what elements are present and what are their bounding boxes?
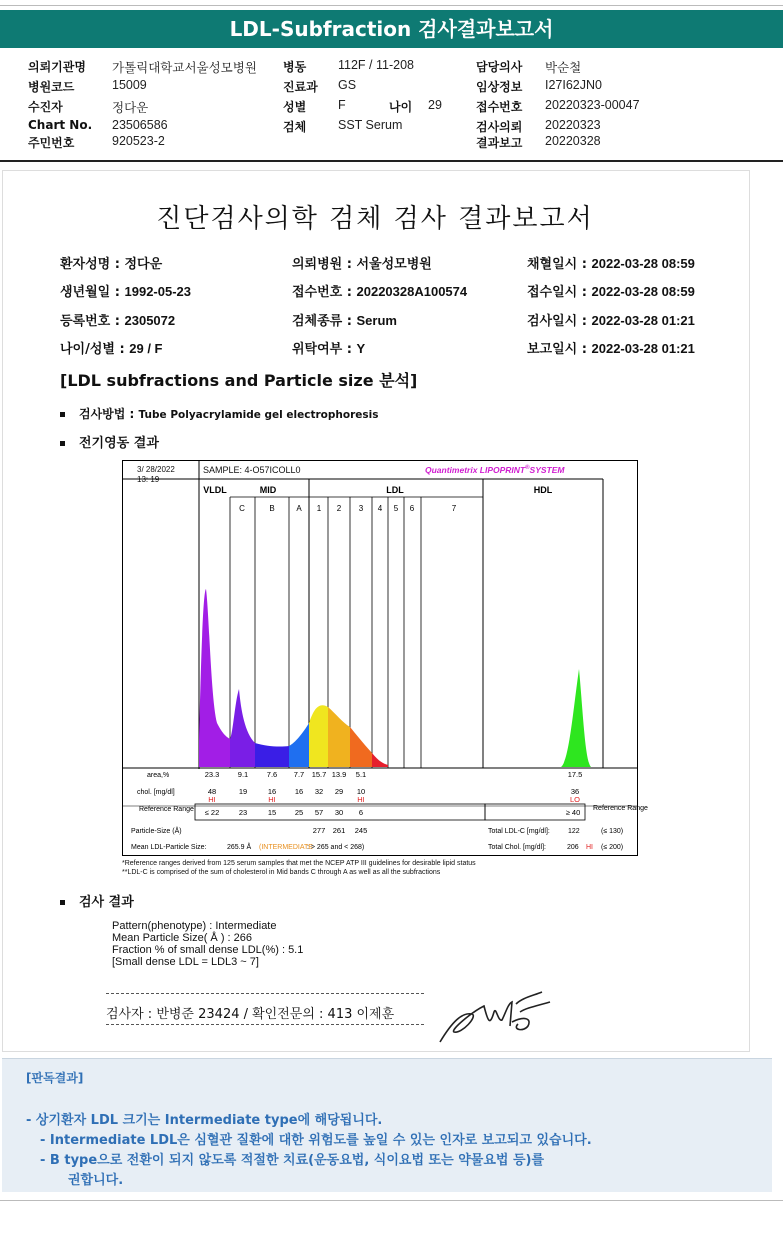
row-label-size: Particle-Size (Å) bbox=[131, 828, 182, 835]
report-field-label: 접수번호 bbox=[292, 285, 343, 300]
ref-value: 30 bbox=[334, 808, 344, 817]
flag-value: HI bbox=[208, 795, 216, 804]
chol-value: 29 bbox=[334, 787, 344, 796]
header-key: 수진자 bbox=[28, 100, 63, 114]
report-field-label: 위탁여부 bbox=[292, 342, 343, 357]
method-line bbox=[60, 405, 379, 422]
ref-value-hdl: ≥ 40 bbox=[565, 808, 581, 817]
peak-mid-a bbox=[289, 723, 309, 767]
header-value: 112F / 11-208 bbox=[338, 58, 414, 72]
group-label: LDL bbox=[386, 485, 404, 495]
peak-mid-c bbox=[230, 689, 255, 767]
group-label: HDL bbox=[533, 485, 553, 495]
report-field: 검체종류 : Serum bbox=[292, 313, 397, 329]
band-label: 2 bbox=[336, 504, 342, 513]
band-label: 3 bbox=[358, 504, 364, 513]
report-field-value: 2022-03-28 08:59 bbox=[591, 284, 695, 299]
report-field-label: 채혈일시 bbox=[527, 257, 578, 272]
report-field-label: 환자성명 bbox=[60, 257, 111, 272]
method-value: Tube Polyacrylamide gel electrophoresis bbox=[138, 409, 379, 421]
header-value: SST Serum bbox=[338, 118, 403, 132]
divider bbox=[106, 993, 424, 994]
peak-ldl3 bbox=[350, 727, 372, 767]
chol-value: 19 bbox=[238, 787, 248, 796]
ref-value: 25 bbox=[294, 808, 304, 817]
ref-value: 15 bbox=[267, 808, 277, 817]
report-field-value: 정다운 bbox=[124, 256, 163, 271]
header-value: 20220323 bbox=[545, 118, 601, 132]
note-line: *Reference ranges derived from 125 serum samples that met the NCEP ATP III guidelines for desirable lipid status bbox=[122, 860, 476, 867]
row-label-chol: chol. [mg/dl] bbox=[137, 789, 175, 796]
report-title: 진단검사의학 검체 검사 결과보고서 bbox=[156, 204, 594, 234]
bottom-rule bbox=[0, 1200, 783, 1201]
report-field-value: Serum bbox=[356, 313, 397, 328]
header-value: 920523-2 bbox=[112, 134, 165, 148]
mean-class: (INTERMEDIATE bbox=[259, 844, 313, 851]
peak-vldl bbox=[199, 589, 230, 767]
chol-value: 10 bbox=[356, 787, 366, 796]
report-field: 위탁여부 : Y bbox=[292, 341, 366, 357]
area-value: 13.9 bbox=[331, 770, 347, 779]
header-key: 담당의사 bbox=[476, 60, 523, 74]
header-key: 접수번호 bbox=[476, 100, 523, 114]
band-label: 1 bbox=[316, 504, 322, 513]
band-label: 5 bbox=[393, 504, 399, 513]
report-field: 접수번호 : 20220328A100574 bbox=[292, 284, 468, 300]
method-label: 검사방법 : bbox=[79, 407, 135, 421]
header-value: 15009 bbox=[112, 78, 147, 92]
area-value: 7.6 bbox=[266, 770, 278, 779]
report-field-label: 보고일시 bbox=[527, 342, 578, 357]
header-key: Chart No. bbox=[28, 118, 93, 132]
group-label: VLDL bbox=[203, 485, 227, 495]
report-banner: LDL-Subfraction 검사결과보고서 bbox=[0, 10, 783, 48]
chol-value: 16 bbox=[267, 787, 277, 796]
flag-value-hdl: LO bbox=[569, 795, 581, 804]
mean-size-value: 265.9 Å bbox=[227, 844, 252, 851]
header-key: 결과보고 bbox=[476, 136, 523, 150]
interpretation-panel bbox=[2, 1058, 772, 1192]
handwritten-signature bbox=[432, 982, 562, 1052]
band-label: 7 bbox=[451, 504, 457, 513]
header-value: 20220328 bbox=[545, 134, 601, 148]
area-value: 23.3 bbox=[204, 770, 220, 779]
peak-ldl2 bbox=[328, 707, 350, 767]
report-field: 나이/성별 : 29 / F bbox=[60, 341, 163, 357]
header-value: 29 bbox=[428, 98, 442, 112]
band-label: A bbox=[296, 504, 302, 513]
result-line: Fraction % of small dense LDL(%) : 5.1 bbox=[112, 944, 304, 956]
chol-value: 48 bbox=[207, 787, 217, 796]
report-field: 검사일시 : 2022-03-28 01:21 bbox=[527, 313, 695, 329]
header-value: 박순철 bbox=[545, 61, 582, 75]
total-chol-ref: (≤ 200) bbox=[601, 844, 624, 851]
header-key: 병원코드 bbox=[28, 80, 75, 94]
report-field-value: 1992-05-23 bbox=[124, 284, 191, 299]
report-field: 생년월일 : 1992-05-23 bbox=[60, 284, 191, 300]
header-value: F bbox=[338, 98, 346, 112]
header-value: 가톨릭대학교서울성모병원 bbox=[112, 61, 257, 75]
peak-mid-b bbox=[255, 743, 289, 767]
chart-brand: Quantimetrix LIPOPRINT®SYSTEM bbox=[425, 465, 565, 475]
report-field: 환자성명 : 정다운 bbox=[60, 256, 163, 272]
interpretation-line: - B type으로 전환이 되지 않도록 적절한 치료(운동요법, 식이요법 또는 약물요법 등)를 bbox=[40, 1153, 545, 1168]
report-field-value: 2022-03-28 01:21 bbox=[591, 313, 695, 328]
ref-value: 23 bbox=[238, 808, 248, 817]
report-field: 등록번호 : 2305072 bbox=[60, 313, 176, 329]
result-line: Mean Particle Size( Å ) : 266 bbox=[112, 932, 253, 944]
report-field: 채혈일시 : 2022-03-28 08:59 bbox=[527, 256, 695, 272]
header-key: 의뢰기관명 bbox=[28, 60, 86, 74]
area-value-hdl: 17.5 bbox=[567, 770, 583, 779]
flag-value: HI bbox=[268, 795, 276, 804]
report-field-value: 2022-03-28 01:21 bbox=[591, 341, 695, 356]
report-field: 의뢰병원 : 서울성모병원 bbox=[292, 256, 432, 272]
results-block bbox=[112, 920, 303, 968]
report-field-label: 생년월일 bbox=[60, 285, 111, 300]
report-field-label: 의뢰병원 bbox=[292, 257, 343, 272]
chart-sample: SAMPLE: 4-O57ICOLL0 bbox=[203, 465, 301, 475]
note-line: **LDL-C is comprised of the sum of cholesterol in Mid bands C through A as well as all the subfractions bbox=[122, 869, 441, 876]
lipoprint-chart bbox=[122, 460, 648, 856]
ref-label-right: Reference Range bbox=[593, 805, 648, 812]
section-title: [LDL subfractions and Particle size 분석] bbox=[60, 371, 418, 390]
ref-value: ≤ 22 bbox=[204, 808, 220, 817]
header-key: 임상정보 bbox=[476, 80, 523, 94]
result-line: Pattern(phenotype) : Intermediate bbox=[112, 920, 277, 932]
report-field-value: 20220328A100574 bbox=[356, 284, 468, 299]
chol-value-hdl: 36 bbox=[570, 787, 580, 796]
size-value: 277 bbox=[312, 826, 326, 835]
electro-label: 전기영동 결과 bbox=[60, 432, 159, 451]
band-label: 4 bbox=[377, 504, 383, 513]
band-label: C bbox=[239, 504, 245, 513]
interpretation-line: 권합니다. bbox=[68, 1173, 124, 1188]
chart-svg bbox=[123, 461, 648, 855]
total-chol-flag: HI bbox=[586, 844, 593, 851]
chol-value: 32 bbox=[314, 787, 324, 796]
total-ldl-value: 122 bbox=[568, 828, 580, 835]
header-value: GS bbox=[338, 78, 357, 92]
area-value: 7.7 bbox=[293, 770, 305, 779]
peak-ldl4 bbox=[372, 753, 388, 767]
size-value: 245 bbox=[354, 826, 368, 835]
chart-notes bbox=[122, 859, 476, 877]
chart-date: 3/ 28/2022 bbox=[137, 465, 175, 474]
report-field-value: 2022-03-28 08:59 bbox=[591, 256, 695, 271]
signature-line: 검사자 : 반병준 23424 / 확인전문의 : 413 이제훈 bbox=[106, 1007, 395, 1022]
interpretation-line: - 상기환자 LDL 크기는 Intermediate type에 해당됩니다. bbox=[26, 1113, 383, 1128]
header-key: 성별 bbox=[283, 100, 307, 114]
row-label-area: area,% bbox=[147, 772, 170, 779]
report-field-label: 접수일시 bbox=[527, 285, 578, 300]
report-field-value: 29 / F bbox=[129, 341, 163, 356]
row-label-mean: Mean LDL-Particle Size: bbox=[131, 844, 207, 851]
chart-time: 13: 19 bbox=[137, 475, 160, 484]
band-label: B bbox=[269, 504, 275, 513]
size-value: 261 bbox=[332, 826, 346, 835]
header-key: 나이 bbox=[389, 100, 413, 114]
area-value: 15.7 bbox=[311, 770, 327, 779]
header-key: 검체 bbox=[283, 120, 307, 134]
header-value: 23506586 bbox=[112, 118, 168, 132]
report-field-label: 나이/성별 bbox=[60, 342, 115, 357]
mean-range: : > 265 and < 268) bbox=[307, 844, 365, 851]
report-field-value: 서울성모병원 bbox=[356, 256, 432, 271]
results-label: 검사 결과 bbox=[60, 891, 134, 910]
band-label: 6 bbox=[409, 504, 415, 513]
header-key: 주민번호 bbox=[28, 136, 75, 150]
patient-header bbox=[0, 50, 783, 162]
peak-ldl1 bbox=[309, 705, 328, 767]
row-label-ref: Reference Range bbox=[139, 806, 194, 813]
total-ldl-label: Total LDL-C [mg/dl]: bbox=[488, 828, 550, 835]
ref-value: 6 bbox=[358, 808, 364, 817]
header-value: 정다운 bbox=[112, 101, 149, 115]
area-value: 9.1 bbox=[237, 770, 249, 779]
report-field-label: 검체종류 bbox=[292, 314, 343, 329]
peak-hdl bbox=[561, 669, 591, 767]
header-key: 병동 bbox=[283, 60, 307, 74]
report-field: 보고일시 : 2022-03-28 01:21 bbox=[527, 341, 695, 357]
group-label: MID bbox=[259, 485, 277, 495]
flag-value: HI bbox=[357, 795, 365, 804]
top-rule bbox=[0, 0, 783, 6]
total-chol-label: Total Chol. [mg/dl]: bbox=[488, 844, 546, 851]
header-key: 검사의뢰 bbox=[476, 120, 523, 134]
divider bbox=[106, 1024, 424, 1025]
result-line: [Small dense LDL = LDL3 ~ 7] bbox=[112, 956, 259, 968]
interpretation-line: - Intermediate LDL은 심혈관 질환에 대한 위험도를 높일 수 있는 인자로 보고되고 있습니다. bbox=[40, 1133, 592, 1148]
report-field-value: Y bbox=[356, 341, 366, 356]
chol-value: 16 bbox=[294, 787, 304, 796]
ref-value: 57 bbox=[314, 808, 324, 817]
area-value: 5.1 bbox=[355, 770, 367, 779]
header-value: I27I62JN0 bbox=[545, 78, 602, 92]
report-field-label: 등록번호 bbox=[60, 314, 111, 329]
report-field-value: 2305072 bbox=[124, 313, 176, 328]
interpretation-header: [판독결과] bbox=[26, 1071, 84, 1085]
header-key: 진료과 bbox=[283, 80, 318, 94]
total-chol-value: 206 bbox=[567, 844, 579, 851]
report-field-label: 검사일시 bbox=[527, 314, 578, 329]
report-field: 접수일시 : 2022-03-28 08:59 bbox=[527, 284, 695, 300]
total-ldl-ref: (≤ 130) bbox=[601, 828, 624, 835]
header-value: 20220323-00047 bbox=[545, 98, 640, 112]
